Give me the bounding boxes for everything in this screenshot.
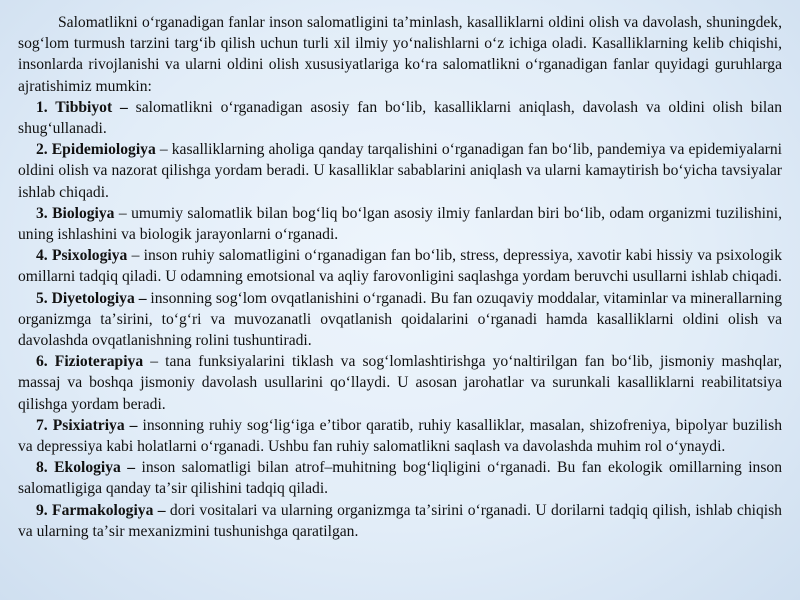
item-term: 3. Biologiya: [36, 204, 115, 222]
item-term: 4. Psixologiya: [36, 247, 128, 265]
item-text: – umumiy salomatlik bilan bogʻliq boʻlgan asosiy ilmiy fanlardan biri boʻlib, odam organizmi tuzilishini, uning ishlashini va biologik jarayonlarni oʻrganadi.: [18, 204, 782, 244]
item-term: 2. Epidemiologiya: [36, 141, 156, 159]
item-term: 7. Psixiatriya –: [36, 416, 138, 434]
list-item-diyetologiya: [18, 288, 782, 352]
item-term: 5. Diyetologiya –: [36, 289, 147, 307]
item-term: 9. Farmakologiya –: [36, 501, 166, 519]
document-page: [18, 12, 782, 542]
item-term: 8. Ekologiya –: [36, 459, 136, 477]
item-term: 1. Tibbiyot –: [36, 98, 128, 116]
list-item-fizioterapiya: [18, 351, 782, 415]
intro-paragraph: Salomatlikni oʻrganadigan fanlar inson salomatligini taʼminlash, kasalliklarni oldini olish va davolash, shuningdek, sogʻlom turmush tarzini targʻib qilish uchun turli xil ilmiy yoʻnalishlarni oʻz ichiga oladi. Kasalliklarning kelib chiqishi, insonlarda rivojlanishi va ularni oldini olish xususiyatlariga koʻra salomatlikni oʻrganadigan fanlar quyidagi guruhlarga ajratishimiz mumkin:: [18, 14, 782, 95]
item-text: dori vositalari va ularning organizmga taʼsirini oʻrganadi. U dorilarni tadqiq qilish, ishlab chiqish va ularning taʼsir mexanizmini tushunishga qaratilgan.: [18, 501, 782, 540]
list-item-farmakologiya: [18, 500, 782, 542]
item-text: insonning sogʻlom ovqatlanishini oʻrganadi. Bu fan ozuqaviy moddalar, vitaminlar va minerallarning organizmga taʼsirini, toʻgʻri va muvozanatli ovqatlanish qoidalarini oʻrganadi hamda kasalliklarni oldini olish va davolashda ovqatlanishning rolini tushuntiradi.: [18, 289, 783, 350]
item-text: inson salomatligi bilan atrof–muhitning bogʻliqligini oʻrganadi. Bu fan ekologik omillarning inson salomatligiga qanday taʼsir qilishini tadqiq qiladi.: [18, 459, 782, 498]
list-item-biologiya: [18, 203, 782, 245]
item-text: – tana funksiyalarini tiklash va sogʻlomlashtirishga yoʻnaltirilgan fan boʻlib, jismoniy mashqlar, massaj va boshqa jismoniy davolash usullarini qoʻllaydi. U asosan jarohatlar va surunkali kasalliklarni reabilitatsiya qilishga yordam beradi.: [18, 353, 782, 413]
list-item-psixologiya: [18, 245, 782, 287]
item-text: – kasalliklarning aholiga qanday tarqalishini oʻrganadigan fan boʻlib, pandemiya va epidemiyalarni oldini olish va nazorat qilishga yordam beradi. U kasalliklar sabablarini aniqlash va ularni kamaytirish boʻyicha tavsiyalar ishlab chiqadi.: [18, 141, 782, 201]
list-item-epidemiologiya: [18, 139, 782, 203]
list-item-psixiatriya: [18, 415, 782, 457]
list-item-tibbiyot: [18, 97, 782, 139]
item-text: insonning ruhiy sogʻligʻiga eʼtibor qaratib, ruhiy kasalliklar, masalan, shizofreniya, bipolyar buzilish va depressiya kabi holatlarni oʻrganadi. Ushbu fan ruhiy salomatlikni saqlash va davolashda muhim rol oʻynaydi.: [18, 416, 782, 456]
item-text: – inson ruhiy salomatligini oʻrganadigan fan boʻlib, stress, depressiya, xavotir kabi hissiy va psixologik omillarni tadqiq qiladi. U odamning emotsional va aqliy farovonligini saqlashga yordam beruvchi usullarni ishlab chiqadi.: [18, 247, 783, 286]
item-term: 6. Fizioterapiya: [36, 353, 144, 371]
item-text: salomatlikni oʻrganadigan asosiy fan boʻlib, kasalliklarni aniqlash, davolash va oldini olish bilan shugʻullanadi.: [18, 98, 782, 138]
list-item-ekologiya: [18, 457, 782, 499]
